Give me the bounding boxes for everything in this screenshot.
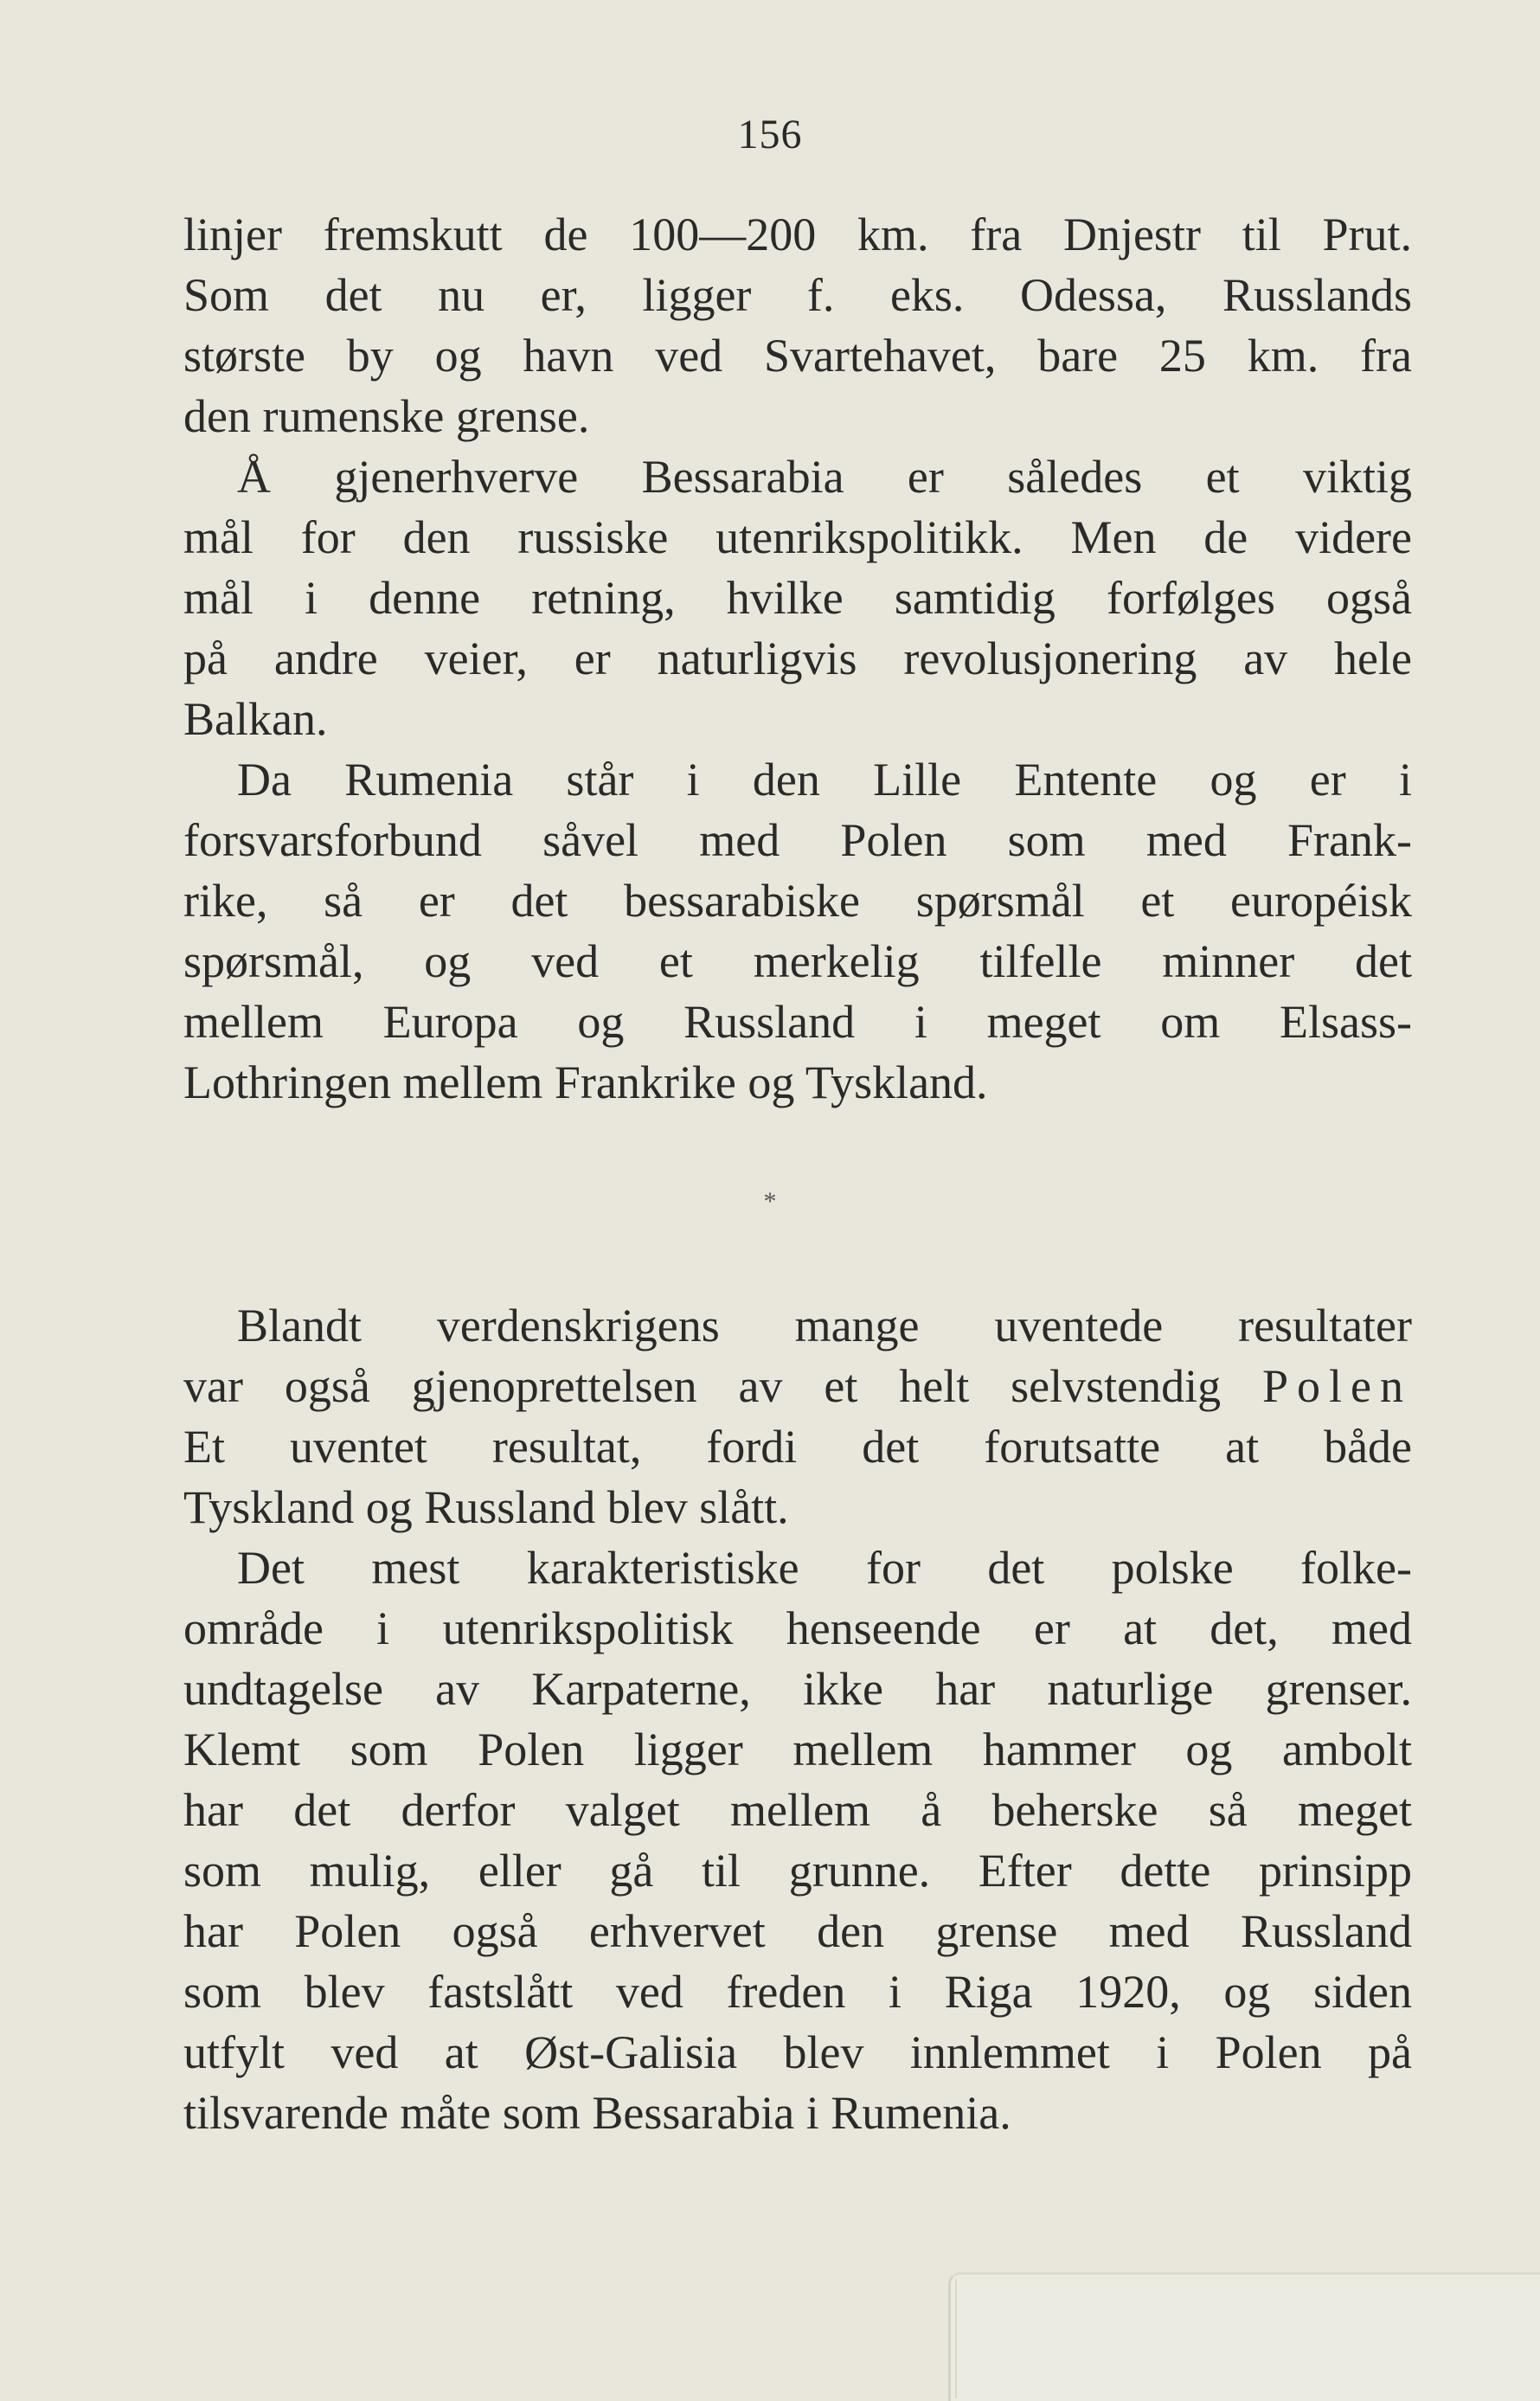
text-line: Et uventet resultat, fordi det forutsatte at både <box>183 1421 1412 1473</box>
text-line: den rumenske grense. <box>183 390 590 442</box>
text-line: har Polen også erhvervet den grense med Russland <box>183 1905 1412 1957</box>
text-line: Klemt som Polen ligger mellem hammer og ambolt <box>183 1724 1412 1775</box>
text-line-main: var også gjenoprettelsen av et helt selvstendig <box>183 1360 1222 1412</box>
text-line: Lothringen mellem Frankrike og Tyskland. <box>183 1056 988 1108</box>
section-2-text <box>183 1295 1412 2143</box>
text-line: har det derfor valget mellem å beherske så meget <box>183 1784 1412 1836</box>
text-line: rike, så er det bessarabiske spørsmål et européisk <box>183 875 1412 927</box>
text-line: som mulig, eller gå til grunne. Efter dette prinsipp <box>183 1845 1412 1897</box>
text-line: tilsvarende måte som Bessarabia i Rumenia. <box>183 2087 1011 2139</box>
section-1-text <box>183 204 1412 1113</box>
text-line: undtagelse av Karpaterne, ikke har naturlige grenser. <box>183 1663 1412 1715</box>
text-line: forsvarsforbund såvel med Polen som med Frank- <box>183 814 1412 866</box>
text-line: Da Rumenia står i den Lille Entente og er i <box>237 754 1412 806</box>
text-line: Blandt verdenskrigens mange uventede resultater <box>237 1300 1412 1351</box>
section-divider-asterisk: * <box>763 1187 777 1216</box>
text-line: som blev fastslått ved freden i Riga 1920, og siden <box>183 1966 1412 2018</box>
page-number: 156 <box>737 112 803 157</box>
text-line: område i utenrikspolitisk henseende er at det, med <box>183 1602 1412 1654</box>
text-line: Det mest karakteristiske for det polske folke- <box>237 1542 1412 1594</box>
text-line: Å gjenerhverve Bessarabia er således et viktig <box>237 451 1412 503</box>
text-line: på andre veier, er naturligvis revolusjonering av hele <box>183 632 1412 684</box>
paper-edge-inner-decoration <box>955 2279 974 2398</box>
text-line: spørsmål, og ved et merkelig tilfelle minner det <box>183 935 1412 987</box>
text-line: Balkan. <box>183 693 328 745</box>
paper-edge-decoration <box>948 2272 1540 2401</box>
text-line: mål for den russiske utenrikspolitikk. Men de videre <box>183 511 1412 563</box>
text-line: Som det nu er, ligger f. eks. Odessa, Russlands <box>183 269 1412 321</box>
text-line: mellem Europa og Russland i meget om Elsass- <box>183 996 1412 1048</box>
text-line: mål i denne retning, hvilke samtidig forfølges også <box>183 572 1412 624</box>
text-line: største by og havn ved Svartehavet, bare 25 km. fra <box>183 330 1412 382</box>
text-line: linjer fremskutt de 100—200 km. fra Dnjestr til Prut. <box>183 209 1412 260</box>
text-line: Tyskland og Russland blev slått. <box>183 1481 789 1533</box>
text-line <box>183 1356 1412 1416</box>
emphasized-word-polen: Polen <box>1262 1360 1413 1412</box>
text-line: utfylt ved at Øst-Galisia blev innlemmet i Polen på <box>183 2026 1412 2078</box>
